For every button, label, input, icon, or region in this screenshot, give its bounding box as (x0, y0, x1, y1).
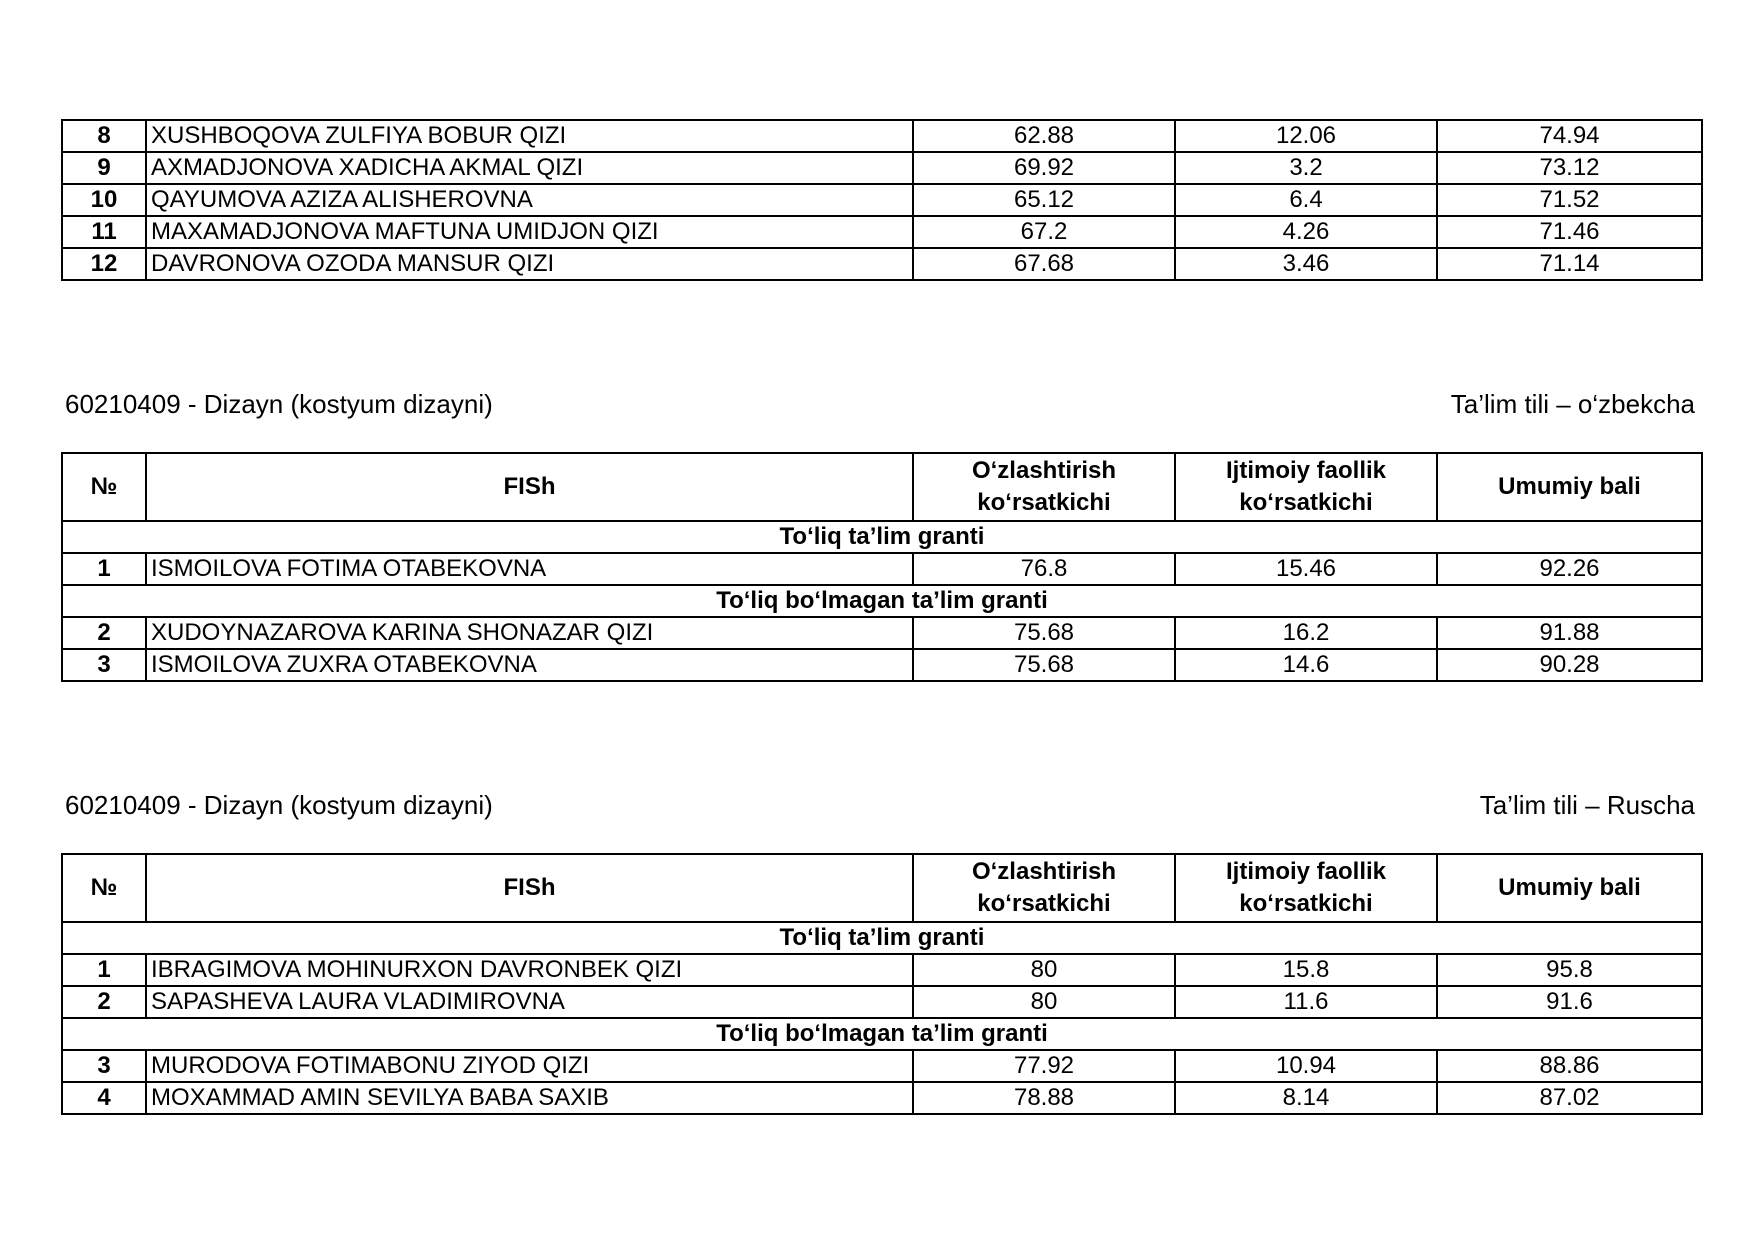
row-number: 3 (62, 1050, 146, 1082)
total-score: 74.94 (1437, 120, 1702, 152)
header-name: FISh (146, 854, 913, 922)
table-row (62, 986, 1702, 1018)
table-row (62, 152, 1702, 184)
group-label-full-grant: To‘liq ta’lim granti (62, 521, 1702, 553)
social-score: 16.2 (1175, 617, 1437, 649)
results-table-continued (61, 119, 1703, 281)
group-row (62, 585, 1702, 617)
total-score: 88.86 (1437, 1050, 1702, 1082)
program-title: 60210409 - Dizayn (kostyum dizayni) (65, 389, 493, 419)
group-row (62, 1018, 1702, 1050)
row-number: 2 (62, 986, 146, 1018)
language-label: Ta’lim tili – Ruscha (1479, 790, 1695, 820)
student-name: MAXAMADJONOVA MAFTUNA UMIDJON QIZI (146, 216, 913, 248)
total-score: 71.46 (1437, 216, 1702, 248)
student-name: QAYUMOVA AZIZA ALISHEROVNA (146, 184, 913, 216)
mastery-score: 75.68 (913, 649, 1175, 681)
results-table-russian (61, 853, 1703, 1115)
row-number: 4 (62, 1082, 146, 1114)
total-score: 71.14 (1437, 248, 1702, 280)
header-row (62, 453, 1702, 521)
header-social: Ijtimoiy faollik ko‘rsatkichi (1175, 854, 1437, 922)
table-header (62, 854, 1702, 922)
table-row (62, 184, 1702, 216)
row-number: 2 (62, 617, 146, 649)
table-row (62, 248, 1702, 280)
header-mastery: O‘zlashtirish ko‘rsatkichi (913, 854, 1175, 922)
student-name: XUDOYNAZAROVA KARINA SHONAZAR QIZI (146, 617, 913, 649)
social-score: 3.2 (1175, 152, 1437, 184)
table-row (62, 1082, 1702, 1114)
total-score: 71.52 (1437, 184, 1702, 216)
group-row (62, 922, 1702, 954)
row-number: 10 (62, 184, 146, 216)
table-row (62, 553, 1702, 585)
total-score: 91.88 (1437, 617, 1702, 649)
row-number: 8 (62, 120, 146, 152)
row-number: 1 (62, 553, 146, 585)
program-title: 60210409 - Dizayn (kostyum dizayni) (65, 790, 493, 820)
total-score: 90.28 (1437, 649, 1702, 681)
mastery-score: 67.68 (913, 248, 1175, 280)
row-number: 3 (62, 649, 146, 681)
student-name: IBRAGIMOVA MOHINURXON DAVRONBEK QIZI (146, 954, 913, 986)
student-name: ISMOILOVA ZUXRA OTABEKOVNA (146, 649, 913, 681)
social-score: 14.6 (1175, 649, 1437, 681)
mastery-score: 76.8 (913, 553, 1175, 585)
table-row (62, 1050, 1702, 1082)
total-score: 87.02 (1437, 1082, 1702, 1114)
total-score: 92.26 (1437, 553, 1702, 585)
header-social: Ijtimoiy faollik ko‘rsatkichi (1175, 453, 1437, 521)
row-number: 11 (62, 216, 146, 248)
social-score: 6.4 (1175, 184, 1437, 216)
language-label: Ta’lim tili – o‘zbekcha (1450, 389, 1695, 419)
total-score: 91.6 (1437, 986, 1702, 1018)
table-body (62, 120, 1702, 280)
header-name: FISh (146, 453, 913, 521)
total-score: 95.8 (1437, 954, 1702, 986)
student-name: AXMADJONOVA XADICHA AKMAL QIZI (146, 152, 913, 184)
social-score: 12.06 (1175, 120, 1437, 152)
table-row (62, 120, 1702, 152)
student-name: MURODOVA FOTIMABONU ZIYOD QIZI (146, 1050, 913, 1082)
mastery-score: 78.88 (913, 1082, 1175, 1114)
total-score: 73.12 (1437, 152, 1702, 184)
row-number: 1 (62, 954, 146, 986)
table-header (62, 453, 1702, 521)
section-caption-russian (65, 790, 1695, 821)
mastery-score: 62.88 (913, 120, 1175, 152)
group-label-partial-grant: To‘liq bo‘lmagan ta’lim granti (62, 585, 1702, 617)
student-name: ISMOILOVA FOTIMA OTABEKOVNA (146, 553, 913, 585)
student-name: MOXAMMAD AMIN SEVILYA BABA SAXIB (146, 1082, 913, 1114)
table-row (62, 216, 1702, 248)
social-score: 3.46 (1175, 248, 1437, 280)
results-table-uzbek (61, 452, 1703, 682)
row-number: 9 (62, 152, 146, 184)
student-name: SAPASHEVA LAURA VLADIMIROVNA (146, 986, 913, 1018)
student-name: DAVRONOVA OZODA MANSUR QIZI (146, 248, 913, 280)
header-row (62, 854, 1702, 922)
mastery-score: 75.68 (913, 617, 1175, 649)
header-total: Umumiy bali (1437, 854, 1702, 922)
group-row (62, 521, 1702, 553)
social-score: 10.94 (1175, 1050, 1437, 1082)
mastery-score: 80 (913, 986, 1175, 1018)
social-score: 8.14 (1175, 1082, 1437, 1114)
social-score: 11.6 (1175, 986, 1437, 1018)
mastery-score: 65.12 (913, 184, 1175, 216)
mastery-score: 67.2 (913, 216, 1175, 248)
section-caption-uzbek (65, 389, 1695, 420)
mastery-score: 69.92 (913, 152, 1175, 184)
table-row (62, 649, 1702, 681)
social-score: 4.26 (1175, 216, 1437, 248)
table-row (62, 954, 1702, 986)
social-score: 15.46 (1175, 553, 1437, 585)
header-mastery: O‘zlashtirish ko‘rsatkichi (913, 453, 1175, 521)
social-score: 15.8 (1175, 954, 1437, 986)
header-num: № (62, 453, 146, 521)
row-number: 12 (62, 248, 146, 280)
student-name: XUSHBOQOVA ZULFIYA BOBUR QIZI (146, 120, 913, 152)
header-num: № (62, 854, 146, 922)
group-label-full-grant: To‘liq ta’lim granti (62, 922, 1702, 954)
table-row (62, 617, 1702, 649)
header-total: Umumiy bali (1437, 453, 1702, 521)
table-body (62, 521, 1702, 681)
group-label-partial-grant: To‘liq bo‘lmagan ta’lim granti (62, 1018, 1702, 1050)
mastery-score: 80 (913, 954, 1175, 986)
mastery-score: 77.92 (913, 1050, 1175, 1082)
table-body (62, 922, 1702, 1114)
